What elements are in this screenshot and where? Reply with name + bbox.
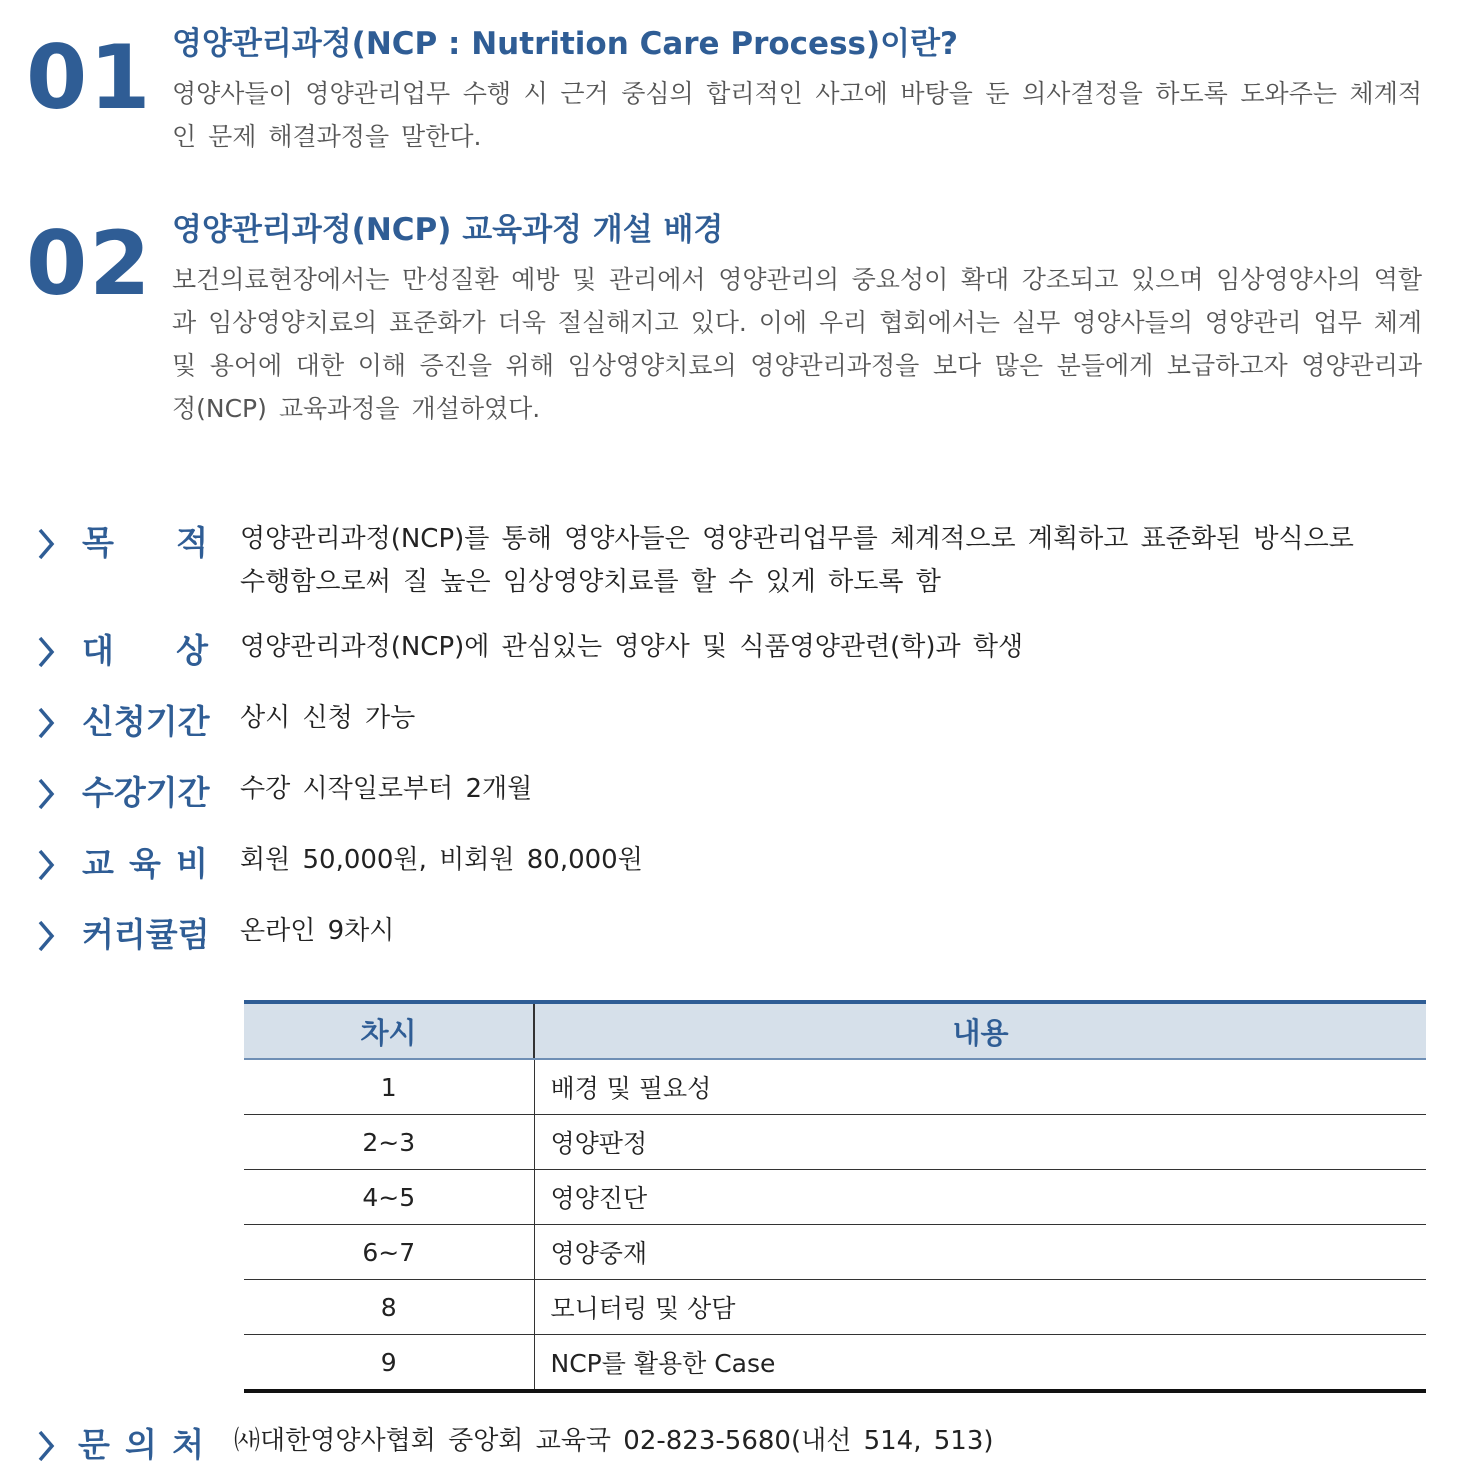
- value-line: 온라인 9차시: [240, 916, 395, 946]
- info-value: [240, 626, 1380, 669]
- table-row: [244, 1280, 1426, 1335]
- label-char: 교: [82, 844, 114, 883]
- content-cell: 영양판정: [534, 1115, 1426, 1170]
- label-char: 대: [82, 631, 114, 670]
- value-line: ㈔대한영양사협회 중앙회 교육국 02-823-5680(내선 514, 513): [234, 1426, 994, 1456]
- section-number: 02: [26, 212, 153, 315]
- chevron-right-icon: [34, 632, 58, 672]
- table-row: [244, 1059, 1426, 1115]
- session-cell: 6~7: [244, 1225, 534, 1280]
- section-body: 보건의료현장에서는 만성질환 예방 및 관리에서 영양관리의 중요성이 확대 강조되고 있으며 임상영양사의 역할과 임상영양치료의 표준화가 더욱 절실해지고 있다. 이에 우리 협회에서는 실무 영양사들의 영양관리 업무 체계 및 용어에 대한 이해 증진을 위해 임상영양치료의 영양관리과정을 보다 많은 분들에게 보급하고자 영양관리과정(NCP) 교육과정을 개설하였다.: [172, 265, 1423, 423]
- section-title: 영양관리과정(NCP : Nutrition Care Process)이란?: [172, 26, 959, 62]
- table-row: [244, 1115, 1426, 1170]
- info-label: [78, 1422, 204, 1468]
- content-cell: 모니터링 및 상담: [534, 1280, 1426, 1335]
- section-number: 01: [26, 26, 153, 129]
- chevron-right-icon: [34, 1426, 58, 1466]
- session-cell: 8: [244, 1280, 534, 1335]
- chevron-right-icon: [34, 524, 58, 564]
- section-title: 영양관리과정(NCP) 교육과정 개설 배경: [172, 212, 724, 248]
- info-value: [234, 1420, 1374, 1463]
- value-line: 수강 시작일로부터 2개월: [240, 774, 533, 804]
- label-char: 상: [176, 631, 208, 670]
- content-cell: NCP를 활용한 Case: [534, 1335, 1426, 1392]
- content-cell: 배경 및 필요성: [534, 1059, 1426, 1115]
- table-row: [244, 1335, 1426, 1392]
- info-label: [82, 520, 208, 566]
- label-char: 비: [176, 844, 208, 883]
- session-cell: 2~3: [244, 1115, 534, 1170]
- info-value: [240, 839, 1380, 882]
- value-line: 수행함으로써 질 높은 임상영양치료를 할 수 있게 하도록 함: [240, 567, 941, 597]
- section-body: 영양사들이 영양관리업무 수행 시 근거 중심의 합리적인 사고에 바탕을 둔 의사결정을 하도록 도와주는 체계적인 문제 해결과정을 말한다.: [172, 79, 1422, 151]
- info-value: [240, 518, 1380, 604]
- info-label: 커리큘럼: [82, 915, 210, 954]
- value-line: 영양관리과정(NCP)를 통해 영양사들은 영양관리업무를 체계적으로 계획하고 표준화된 방식으로: [240, 524, 1354, 554]
- session-cell: 4~5: [244, 1170, 534, 1225]
- label-char: 적: [176, 523, 208, 562]
- chevron-right-icon: [34, 845, 58, 885]
- chevron-right-icon: [34, 703, 58, 743]
- content-cell: 영양중재: [534, 1225, 1426, 1280]
- value-line: 회원 50,000원, 비회원 80,000원: [240, 845, 643, 875]
- info-value: [240, 910, 1380, 953]
- value-line: 상시 신청 가능: [240, 703, 416, 733]
- label-char: 육: [129, 844, 161, 883]
- label-char: 처: [172, 1425, 204, 1464]
- label-char: 문: [78, 1425, 110, 1464]
- info-label: 신청기간: [82, 702, 210, 741]
- label-char: 의: [125, 1425, 157, 1464]
- value-line: 영양관리과정(NCP)에 관심있는 영양사 및 식품영양관련(학)과 학생: [240, 632, 1024, 662]
- chevron-right-icon: [34, 774, 58, 814]
- session-cell: 1: [244, 1059, 534, 1115]
- content-cell: 영양진단: [534, 1170, 1426, 1225]
- table-header-row: [244, 1002, 1426, 1059]
- label-char: 목: [82, 523, 114, 562]
- curriculum-table: [244, 1000, 1426, 1393]
- chevron-right-icon: [34, 916, 58, 956]
- info-label: [82, 628, 208, 674]
- info-label: 수강기간: [82, 773, 210, 812]
- info-value: [240, 768, 1380, 811]
- table-row: [244, 1170, 1426, 1225]
- header-content: 내용: [534, 1002, 1426, 1059]
- session-cell: 9: [244, 1335, 534, 1392]
- header-session: 차시: [244, 1002, 534, 1059]
- info-label: [82, 841, 208, 887]
- table-row: [244, 1225, 1426, 1280]
- info-value: [240, 697, 1380, 740]
